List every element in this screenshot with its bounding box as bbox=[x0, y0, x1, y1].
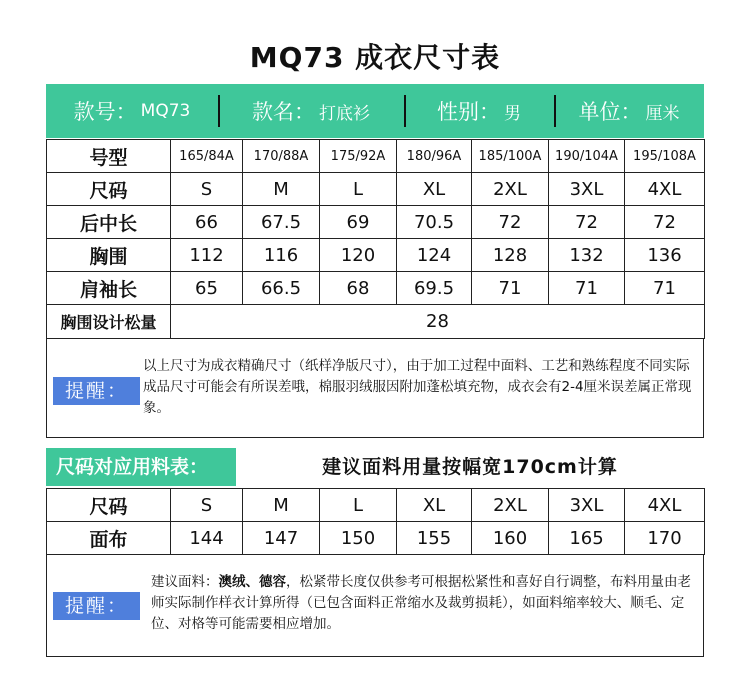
reminder-box-2 bbox=[46, 554, 704, 657]
table-cell: 71 bbox=[472, 272, 549, 305]
info-header-bar bbox=[46, 84, 704, 138]
table-cell: 71 bbox=[549, 272, 625, 305]
reminder-box-1 bbox=[46, 339, 704, 438]
row-label: 胸围 bbox=[47, 239, 171, 272]
table-cell: 2XL bbox=[472, 173, 549, 206]
chest-ease-row bbox=[47, 305, 705, 339]
table-cell: 128 bbox=[472, 239, 549, 272]
size-row bbox=[47, 272, 705, 305]
size-row bbox=[47, 173, 705, 206]
table-cell: 132 bbox=[549, 239, 625, 272]
table-cell: L bbox=[320, 489, 397, 522]
reminder-text-1: 以上尺寸为成衣精确尺寸（纸样净版尺寸），由于加工过程中面料、工艺和熟练程度不同实际成品尺寸可能会有所误差哦，棉服羽绒服因附加蓬松填充物，成衣会有2-4厘米误差属正常现象。 bbox=[143, 358, 692, 416]
row-label: 尺码 bbox=[47, 489, 171, 522]
table-cell: 147 bbox=[243, 522, 320, 555]
table-cell: 3XL bbox=[549, 173, 625, 206]
reminder-badge-1: 提醒： bbox=[53, 377, 140, 405]
size-table bbox=[46, 139, 705, 339]
table-cell: 4XL bbox=[625, 489, 705, 522]
table-cell: 175/92A bbox=[320, 140, 397, 173]
reminder-text-2-prefix: 建议面料： bbox=[151, 574, 219, 590]
table-cell: 112 bbox=[171, 239, 243, 272]
table-cell: 116 bbox=[243, 239, 320, 272]
model-number-cell bbox=[46, 84, 218, 138]
row-label: 肩袖长 bbox=[47, 272, 171, 305]
table-cell: S bbox=[171, 489, 243, 522]
fabric-table-label: 尺码对应用料表： bbox=[46, 448, 236, 486]
row-label: 后中长 bbox=[47, 206, 171, 239]
model-name-value: 打底衫 bbox=[319, 103, 370, 124]
fabric-row bbox=[47, 522, 705, 555]
table-cell: 72 bbox=[625, 206, 705, 239]
chest-ease-value: 28 bbox=[171, 305, 705, 339]
table-cell: 190/104A bbox=[549, 140, 625, 173]
table-cell: 165 bbox=[549, 522, 625, 555]
fabric-section-header bbox=[46, 448, 704, 486]
size-row bbox=[47, 140, 705, 173]
table-cell: 65 bbox=[171, 272, 243, 305]
table-cell: 170 bbox=[625, 522, 705, 555]
table-cell: XL bbox=[397, 173, 472, 206]
table-cell: M bbox=[243, 173, 320, 206]
gender-value: 男 bbox=[504, 103, 521, 124]
table-cell: 72 bbox=[472, 206, 549, 239]
page-title: MQ73 成衣尺寸表 bbox=[249, 41, 501, 74]
row-label: 号型 bbox=[47, 140, 171, 173]
unit-value: 厘米 bbox=[645, 103, 680, 124]
table-cell: 165/84A bbox=[171, 140, 243, 173]
table-cell: 4XL bbox=[625, 173, 705, 206]
table-cell: 67.5 bbox=[243, 206, 320, 239]
size-row bbox=[47, 239, 705, 272]
row-label: 尺码 bbox=[47, 173, 171, 206]
model-name-label: 款名： bbox=[252, 100, 315, 124]
size-row bbox=[47, 206, 705, 239]
table-cell: S bbox=[171, 173, 243, 206]
model-name-cell bbox=[218, 84, 404, 138]
table-cell: 68 bbox=[320, 272, 397, 305]
table-cell: 70.5 bbox=[397, 206, 472, 239]
table-cell: 72 bbox=[549, 206, 625, 239]
table-cell: M bbox=[243, 489, 320, 522]
table-cell: 144 bbox=[171, 522, 243, 555]
fabric-width-note: 建议面料用量按幅宽170cm计算 bbox=[322, 456, 618, 478]
table-cell: 155 bbox=[397, 522, 472, 555]
table-cell: 185/100A bbox=[472, 140, 549, 173]
unit-label: 单位： bbox=[578, 100, 642, 124]
table-cell: 69 bbox=[320, 206, 397, 239]
table-cell: 66 bbox=[171, 206, 243, 239]
reminder-text-2-fabrics: 澳绒、德容 bbox=[218, 574, 286, 590]
table-cell: 195/108A bbox=[625, 140, 705, 173]
fabric-row bbox=[47, 489, 705, 522]
fabric-table bbox=[46, 488, 705, 555]
unit-cell bbox=[554, 84, 704, 138]
table-cell: 180/96A bbox=[397, 140, 472, 173]
gender-cell bbox=[404, 84, 554, 138]
model-number-value: MQ73 bbox=[140, 101, 191, 121]
table-cell: 160 bbox=[472, 522, 549, 555]
chest-ease-label: 胸围设计松量 bbox=[47, 305, 171, 339]
table-cell: 66.5 bbox=[243, 272, 320, 305]
reminder-badge-2: 提醒： bbox=[53, 592, 140, 620]
row-label: 面布 bbox=[47, 522, 171, 555]
table-cell: 124 bbox=[397, 239, 472, 272]
model-number-label: 款号： bbox=[73, 100, 137, 124]
table-cell: 71 bbox=[625, 272, 705, 305]
table-cell: XL bbox=[397, 489, 472, 522]
table-cell: 150 bbox=[320, 522, 397, 555]
table-cell: 120 bbox=[320, 239, 397, 272]
table-cell: 69.5 bbox=[397, 272, 472, 305]
gender-label: 性别： bbox=[437, 100, 500, 124]
reminder-text-2-body: ，松紧带长度仅供参考可根据松紧性和喜好自行调整，布料用量由老师实际制作样衣计算所得（已包含面料正常缩水及裁剪损耗），如面料缩率较大、顺毛、定位、对格等可能需要相应增加。 bbox=[151, 574, 691, 632]
reminder-text-2 bbox=[151, 572, 699, 635]
table-cell: 136 bbox=[625, 239, 705, 272]
table-cell: 170/88A bbox=[243, 140, 320, 173]
table-cell: L bbox=[320, 173, 397, 206]
table-cell: 2XL bbox=[472, 489, 549, 522]
table-cell: 3XL bbox=[549, 489, 625, 522]
